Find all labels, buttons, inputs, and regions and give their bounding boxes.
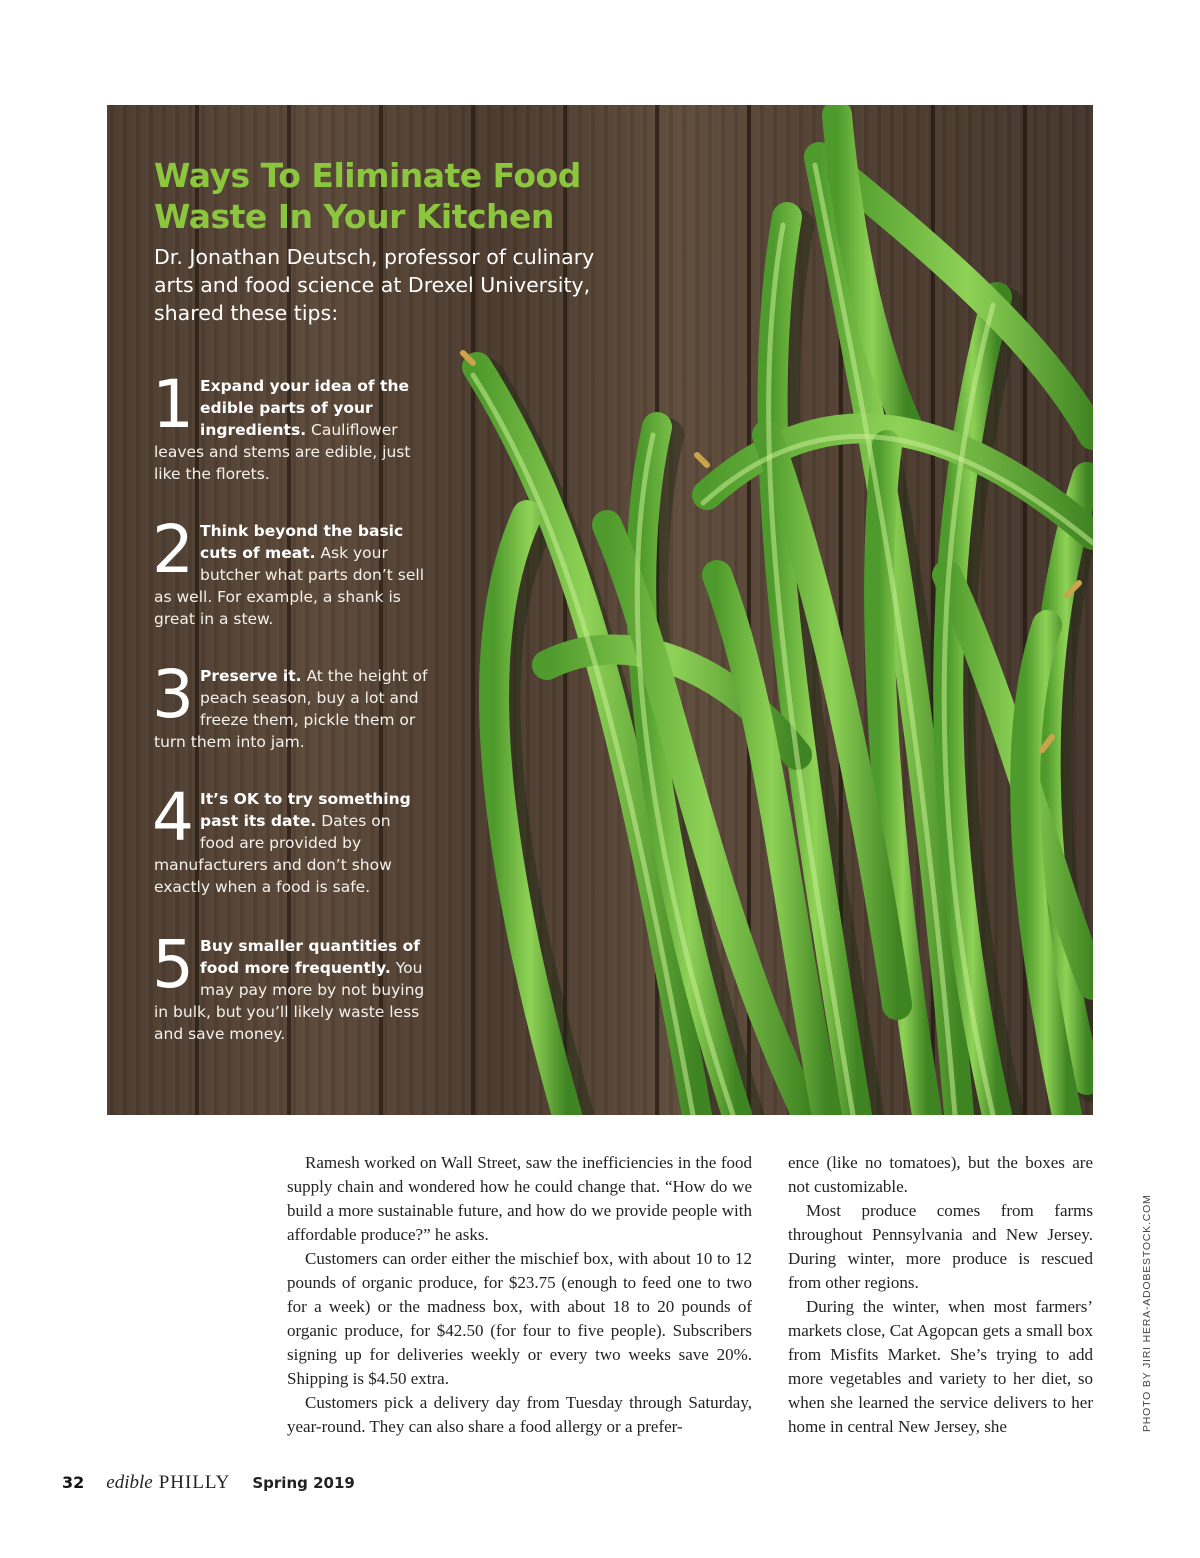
article-paragraph: Ramesh worked on Wall Street, saw the inefficiencies in the food supply chain and wondered how he could change that. “How do we build a more sustainable future, and how do we provide people with affordable produce?” he asks.	[287, 1153, 752, 1244]
page-number: 32	[62, 1473, 85, 1492]
tip-text: Ask your butcher what parts don’t sell as well. For example, a shank is great in a stew.	[154, 544, 425, 628]
tip-lead: Expand your idea of the edible parts of your ingredients.	[200, 377, 410, 439]
tip-number: 4	[152, 779, 194, 856]
sidebar-title-line1: Ways To Eliminate Food	[154, 156, 581, 195]
article-paragraph: Most produce comes from farms throughout Pennsylvania and New Jersey. During winter, more produce is rescued from other regions.	[788, 1201, 1093, 1292]
tip-item	[152, 779, 429, 898]
tip-number: 1	[152, 366, 194, 443]
article-column-1	[287, 1151, 752, 1439]
tip-number: 2	[152, 511, 194, 588]
sidebar-title	[154, 155, 614, 237]
sidebar-intro: Dr. Jonathan Deutsch, professor of culinary arts and food science at Drexel University, shared these tips:	[154, 245, 595, 325]
tip-item	[152, 926, 429, 1045]
article-paragraph: Customers pick a delivery day from Tuesday through Saturday, year-round. They can also share a food allergy or a prefer-	[287, 1393, 752, 1436]
tips-sidebar	[152, 155, 614, 1043]
article-column-2	[788, 1151, 1093, 1439]
tip-item	[152, 656, 439, 753]
page-footer	[62, 1472, 355, 1502]
tip-number: 3	[152, 656, 194, 733]
article-paragraph-continued: ence (like no tomatoes), but the boxes are not customizable.	[788, 1153, 1093, 1196]
magazine-name-philly: PHILLY	[158, 1472, 231, 1493]
tip-number: 5	[152, 926, 194, 1003]
green-beans-photo	[107, 105, 1093, 1115]
tip-lead: It’s OK to try something past its date.	[200, 790, 411, 830]
sidebar-title-line2: Waste In Your Kitchen	[154, 197, 554, 236]
tip-text: You may pay more by not buying in bulk, but you’ll likely waste less and save money.	[154, 959, 425, 1043]
issue-date: Spring 2019	[252, 1474, 355, 1492]
tip-text: Dates on food are provided by manufacturers and don’t show exactly when a food is safe.	[154, 812, 392, 896]
article-paragraph: Customers can order either the mischief box, with about 10 to 12 pounds of organic produce, for $23.75 (enough to feed one to two for a week) or the madness box, with about 18 to 20 pounds of organic produce, for $42.50 (for four to five people). Subscribers signing up for deliveries weekly or every two weeks save 20%. Shipping is $4.50 extra.	[287, 1249, 752, 1388]
tip-text: Cauliflower leaves and stems are edible, just like the florets.	[154, 421, 411, 483]
tip-text: At the height of peach season, buy a lot and freeze them, pickle them or turn them into jam.	[154, 667, 428, 751]
photo-credit: PHOTO BY JIRI HERA-ADOBESTOCK.COM	[1141, 1194, 1153, 1432]
tip-lead: Buy smaller quantities of food more frequently.	[200, 937, 420, 977]
tip-lead: Think beyond the basic cuts of meat.	[200, 522, 404, 562]
magazine-name-edible: edible	[106, 1472, 153, 1493]
tip-lead: Preserve it.	[200, 667, 302, 685]
article-paragraph: During the winter, when most farmers’ markets close, Cat Agopcan gets a small box from Misfits Market. She’s trying to add more vegetables and variety to her diet, so when she learned the service delivers to her home in central New Jersey, she	[788, 1297, 1093, 1436]
tip-item	[152, 366, 414, 485]
tip-item	[152, 511, 439, 630]
